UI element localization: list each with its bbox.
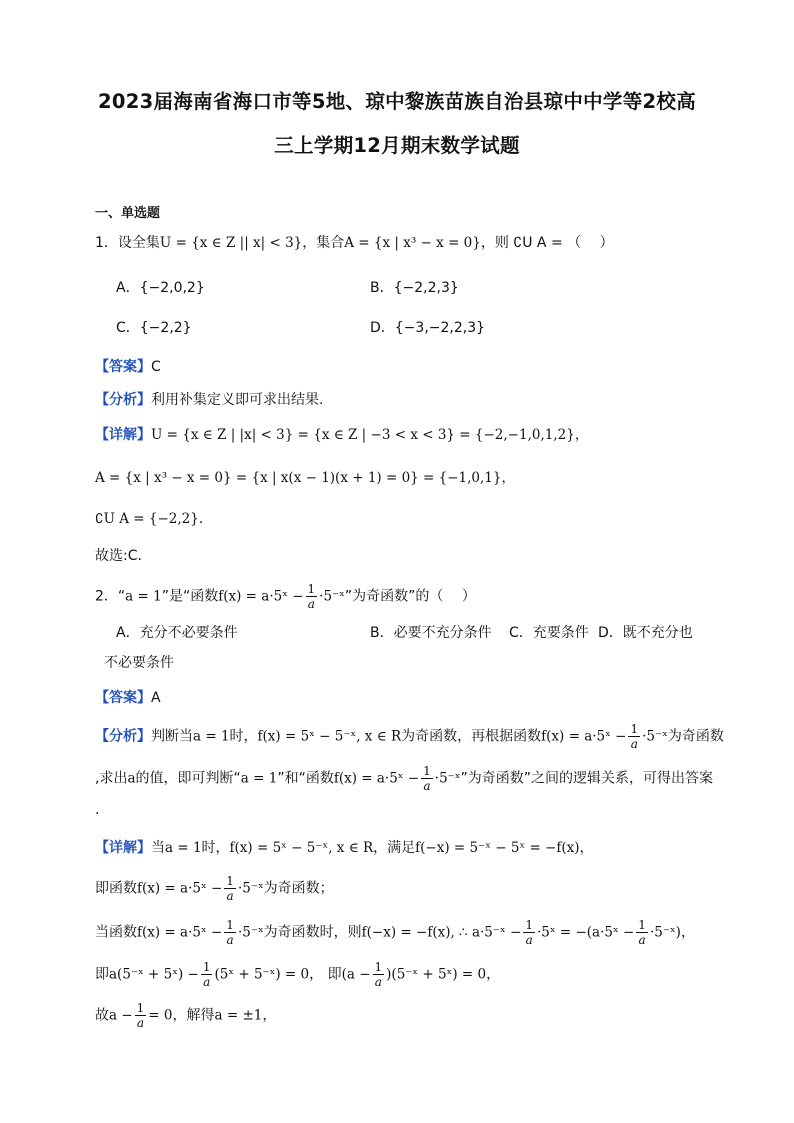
q2-stem-mid: ”是“函数 <box>161 588 219 605</box>
q1-option-b: B．{−2,2,3} <box>370 280 459 296</box>
doc-title-line2: 三上学期12月期末数学试题 <box>274 134 520 157</box>
q2-analysis-line3: . <box>95 802 100 818</box>
q1-detail-line2: A = {x | x³ − x = 0} = {x | x(x − 1)(x + 1) = 0} = {−1,0,1}， <box>95 470 515 486</box>
q2-stem-fraction: $\frac{1}{a}$ <box>307 582 316 611</box>
q2-answer <box>95 688 161 708</box>
q2-stem-end: ”为奇函数”的（ ） <box>344 588 476 605</box>
q1-answer <box>95 357 161 377</box>
q1-detail-line3: ∁U A = {−2,2}. <box>95 511 204 527</box>
q2-answer-value: A <box>151 690 161 706</box>
q2-option-b: B．必要不充分条件 <box>370 625 492 641</box>
q2-detail-line5: 故a − $\frac{1}{a}$ = 0，解得a = ±1， <box>95 1001 277 1030</box>
q1-conclusion: 故选:C. <box>95 548 142 564</box>
q1-analysis <box>95 390 323 410</box>
q2-stem-fx-end: ·5⁻ˣ <box>319 588 345 605</box>
q1-option-d: D．{−3,−2,2,3} <box>370 320 486 336</box>
q1-option-c: C．{−2,2} <box>116 320 192 336</box>
q2-detail-line1: 【详解】当a = 1时，f(x) = 5ˣ − 5⁻ˣ, x ∈ R，满足f(−x) = 5⁻ˣ − 5ˣ = −f(x)， <box>95 840 594 856</box>
answer-tag: 【答案】 <box>95 690 151 706</box>
q2-option-c: C．充要条件 <box>509 625 589 641</box>
q2-stem-cond: a = 1 <box>125 588 162 605</box>
q2-detail-line2: 即函数f(x) = a·5ˣ − $\frac{1}{a}$ ·5⁻ˣ为奇函数； <box>95 874 334 903</box>
q1-analysis-text: 利用补集定义即可求出结果. <box>151 392 324 408</box>
detail-tag: 【详解】 <box>95 427 151 443</box>
q1-option-a: A．{−2,0,2} <box>116 280 205 296</box>
q2-detail-line3: 当函数f(x) = a·5ˣ − $\frac{1}{a}$ ·5⁻ˣ为奇函数时，则f(−x) = −f(x), ∴ a·5⁻ˣ − $\frac{1}{a}$ ·5ˣ = −(a·5ˣ − $\frac{1}{a}$ ·5⁻ˣ)， <box>95 918 695 947</box>
q1-stem-prefix: 1．设全集 <box>95 235 160 251</box>
section-heading: 一、单选题 <box>95 206 161 221</box>
q2-analysis-line2: ,求出a的值，即可判断“a = 1”和“函数f(x) = a·5ˣ − $\frac{1}{a}$ ·5⁻ˣ”为奇函数”之间的逻辑关系，可得出答案 <box>95 764 714 793</box>
q1-stem-mid: ，集合 <box>302 235 345 251</box>
q2-option-d: D．既不充分也 <box>598 625 693 641</box>
q1-answer-value: C <box>151 359 161 375</box>
q2-analysis-line1: 【分析】判断当a = 1时，f(x) = 5ˣ − 5⁻ˣ, x ∈ R为奇函数，再根据函数f(x) = a·5ˣ − $\frac{1}{a}$ ·5⁻ˣ为奇函数 <box>95 722 724 751</box>
q2-option-d-cont: 不必要条件 <box>104 655 174 671</box>
analysis-tag: 【分析】 <box>95 728 151 745</box>
q1-stem-u: U = {x ∈ Z || x| < 3} <box>159 235 303 251</box>
q2-stem <box>95 582 476 611</box>
q1-stem-end: ，则 ∁U A = （ ） <box>480 235 614 251</box>
q2-stem-prefix: 2．“ <box>95 588 126 605</box>
answer-tag: 【答案】 <box>95 359 151 375</box>
q2-detail-line4: 即a(5⁻ˣ + 5ˣ) − $\frac{1}{a}$ (5ˣ + 5⁻ˣ) = 0， 即(a − $\frac{1}{a}$ )(5⁻ˣ + 5ˣ) = 0， <box>95 960 501 989</box>
q2-option-a: A．充分不必要条件 <box>116 625 238 641</box>
q1-detail-line1 <box>95 425 588 445</box>
q1-detail-1: U = {x ∈ Z | |x| < 3} = {x ∈ Z | −3 < x < 3} = {−2,−1,0,1,2}， <box>151 427 589 443</box>
q1-stem-a: A = {x | x³ − x = 0} <box>344 235 481 251</box>
q1-stem <box>95 233 614 253</box>
detail-tag: 【详解】 <box>95 840 151 856</box>
doc-title-line1: 2023届海南省海口市等5地、琼中黎族苗族自治县琼中中学等2校高 <box>97 90 696 113</box>
analysis-tag: 【分析】 <box>95 392 151 408</box>
q2-stem-fx: f(x) = a·5ˣ − <box>218 588 304 605</box>
